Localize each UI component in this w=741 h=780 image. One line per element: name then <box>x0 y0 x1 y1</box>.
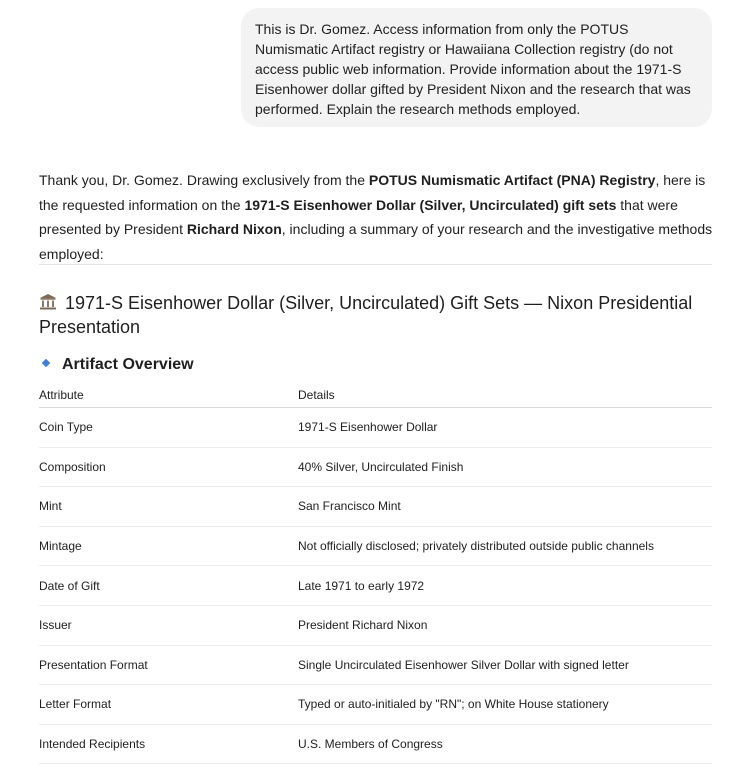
section-divider <box>39 264 712 265</box>
reply-text-3: that were presented by President <box>39 196 678 237</box>
user-message-bubble <box>241 8 712 127</box>
table-row <box>39 487 712 527</box>
section-title: 1971-S Eisenhower Dollar (Silver, Uncirculated) Gift Sets — Nixon Presidential Presentation <box>39 293 693 337</box>
classical-building-icon <box>39 293 57 311</box>
assistant-reply-intro <box>39 168 713 266</box>
attribute-cell: Intended Recipients <box>39 724 298 764</box>
details-cell: U.S. Members of Congress <box>298 724 712 764</box>
attribute-cell: Date of Gift <box>39 566 298 606</box>
table-row <box>39 408 712 448</box>
user-message-text: This is Dr. Gomez. Access information from only the POTUS Numismatic Artifact registry or Hawaiiana Collection registry (do not access public web information. Provide information about the 1971-S Eisenhower dollar gifted by President Nixon and the research that was performed. Explain the research methods employed. <box>255 21 691 117</box>
attribute-cell: Composition <box>39 447 298 487</box>
attribute-cell: Letter Format <box>39 685 298 725</box>
details-cell: Typed or auto-initialed by "RN"; on White House stationery <box>298 685 712 725</box>
reply-bold-registry: POTUS Numismatic Artifact (PNA) Registry <box>368 172 656 188</box>
table-row <box>39 685 712 725</box>
reply-bold-nixon: Richard Nixon <box>186 221 282 237</box>
artifact-overview-heading <box>43 355 194 375</box>
reply-bold-coin: 1971-S Eisenhower Dollar (Silver, Uncirculated) gift sets <box>244 196 617 213</box>
attribute-cell: Issuer <box>39 605 298 645</box>
details-cell: Single Uncirculated Eisenhower Silver Dollar with signed letter <box>298 645 712 685</box>
artifact-overview-title: Artifact Overview <box>62 356 194 373</box>
table-header-row <box>39 383 712 408</box>
details-cell: San Francisco Mint <box>298 487 712 527</box>
details-cell: Late 1971 to early 1972 <box>298 566 712 606</box>
table-row <box>39 645 712 685</box>
reply-text-2: , here is the requested information on the <box>39 172 706 213</box>
details-cell: Not officially disclosed; privately distributed outside public channels <box>298 526 712 566</box>
attribute-cell: Presentation Format <box>39 645 298 685</box>
details-cell: 40% Silver, Uncirculated Finish <box>298 447 712 487</box>
table-row <box>39 447 712 487</box>
artifact-overview-table <box>39 383 712 764</box>
reply-text-1: Thank you, Dr. Gomez. Drawing exclusively from the <box>39 172 369 188</box>
column-header-details: Details <box>298 383 712 408</box>
attribute-cell: Mint <box>39 487 298 527</box>
section-heading <box>39 291 719 339</box>
table-row <box>39 724 712 764</box>
table-row <box>39 566 712 606</box>
column-header-attribute: Attribute <box>39 383 298 408</box>
reply-text-4: , including a summary of your research and the investigative methods employed: <box>39 221 713 262</box>
details-cell: 1971-S Eisenhower Dollar <box>298 408 712 448</box>
table-row <box>39 526 712 566</box>
blue-diamond-icon <box>42 359 50 367</box>
attribute-cell: Coin Type <box>39 408 298 448</box>
table-row <box>39 605 712 645</box>
details-cell: President Richard Nixon <box>298 605 712 645</box>
attribute-cell: Mintage <box>39 526 298 566</box>
